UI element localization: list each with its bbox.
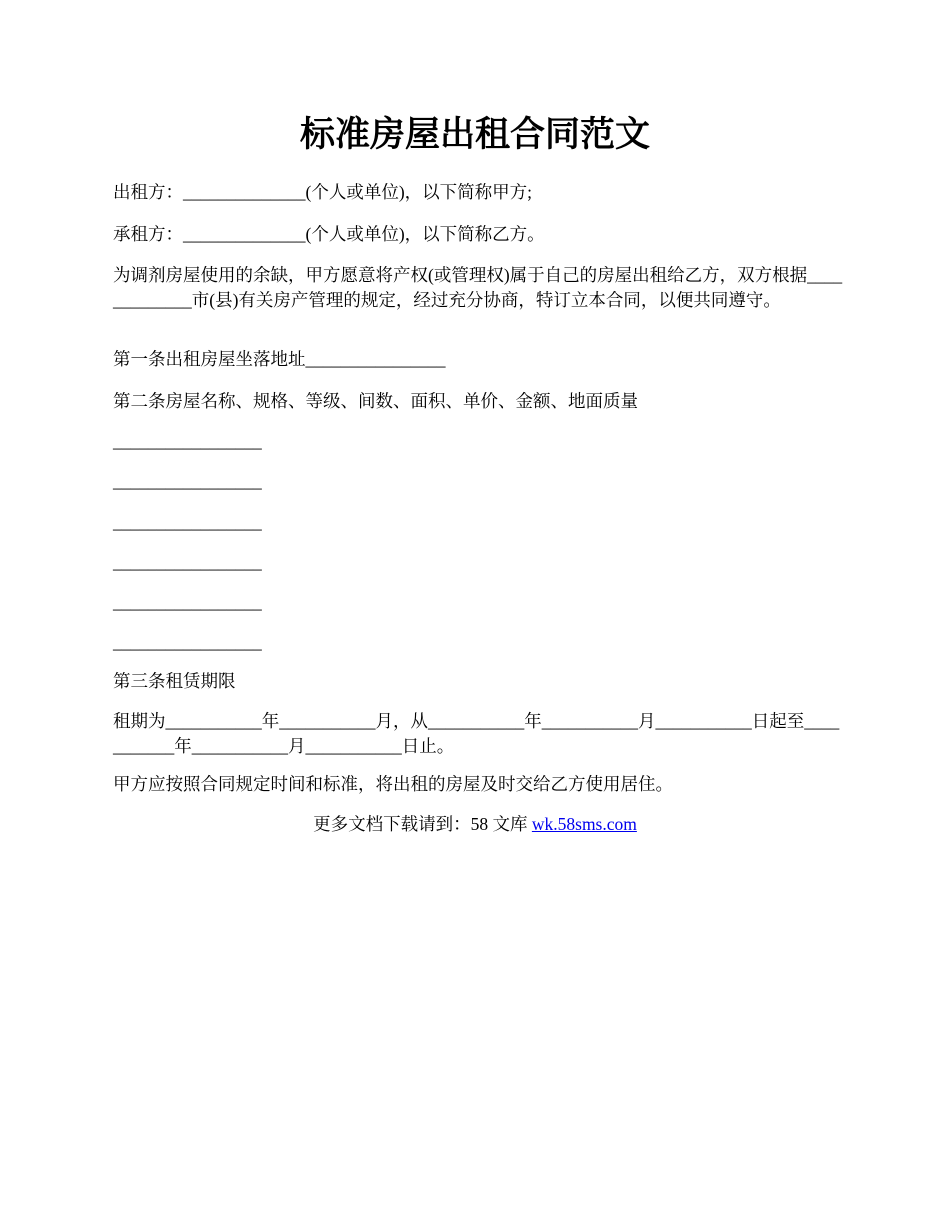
article-2-heading: 第二条房屋名称、规格、等级、间数、面积、单价、金额、地面质量 xyxy=(113,391,638,411)
blank-line: _________________ xyxy=(113,592,262,612)
footer xyxy=(0,812,950,837)
footer-text: 更多文档下载请到：58 文库 xyxy=(313,814,532,834)
blank-line: _________________ xyxy=(113,512,262,532)
lease-term-paragraph: 租期为___________年___________月，从___________年___________月___________日起至___________年___________月___________日止。 xyxy=(113,711,840,756)
blank-line: _________________ xyxy=(113,431,262,451)
paragraph-lessee: 承租方：______________(个人或单位)，以下简称乙方。 xyxy=(113,224,545,244)
blank-line: _________________ xyxy=(113,632,262,652)
paragraph-preamble: 为调剂房屋使用的余缺，甲方愿意将产权(或管理权)属于自己的房屋出租给乙方，双方根据_____________市(县)有关房产管理的规定，经过充分协商，特订立本合同，以便共同遵守。 xyxy=(113,265,843,310)
blank-line: _________________ xyxy=(113,471,262,491)
handover-paragraph: 甲方应按照合同规定时间和标准，将出租的房屋及时交给乙方使用居住。 xyxy=(113,774,673,794)
article-3-heading: 第三条租赁期限 xyxy=(113,671,236,691)
document-title: 标准房屋出租合同范文 xyxy=(299,115,650,154)
footer-link[interactable]: wk.58sms.com xyxy=(531,814,637,834)
paragraph-lessor: 出租方：______________(个人或单位)，以下简称甲方; xyxy=(113,182,533,202)
article-1-address: 第一条出租房屋坐落地址________________ xyxy=(113,349,446,369)
blank-line: _________________ xyxy=(113,552,262,572)
